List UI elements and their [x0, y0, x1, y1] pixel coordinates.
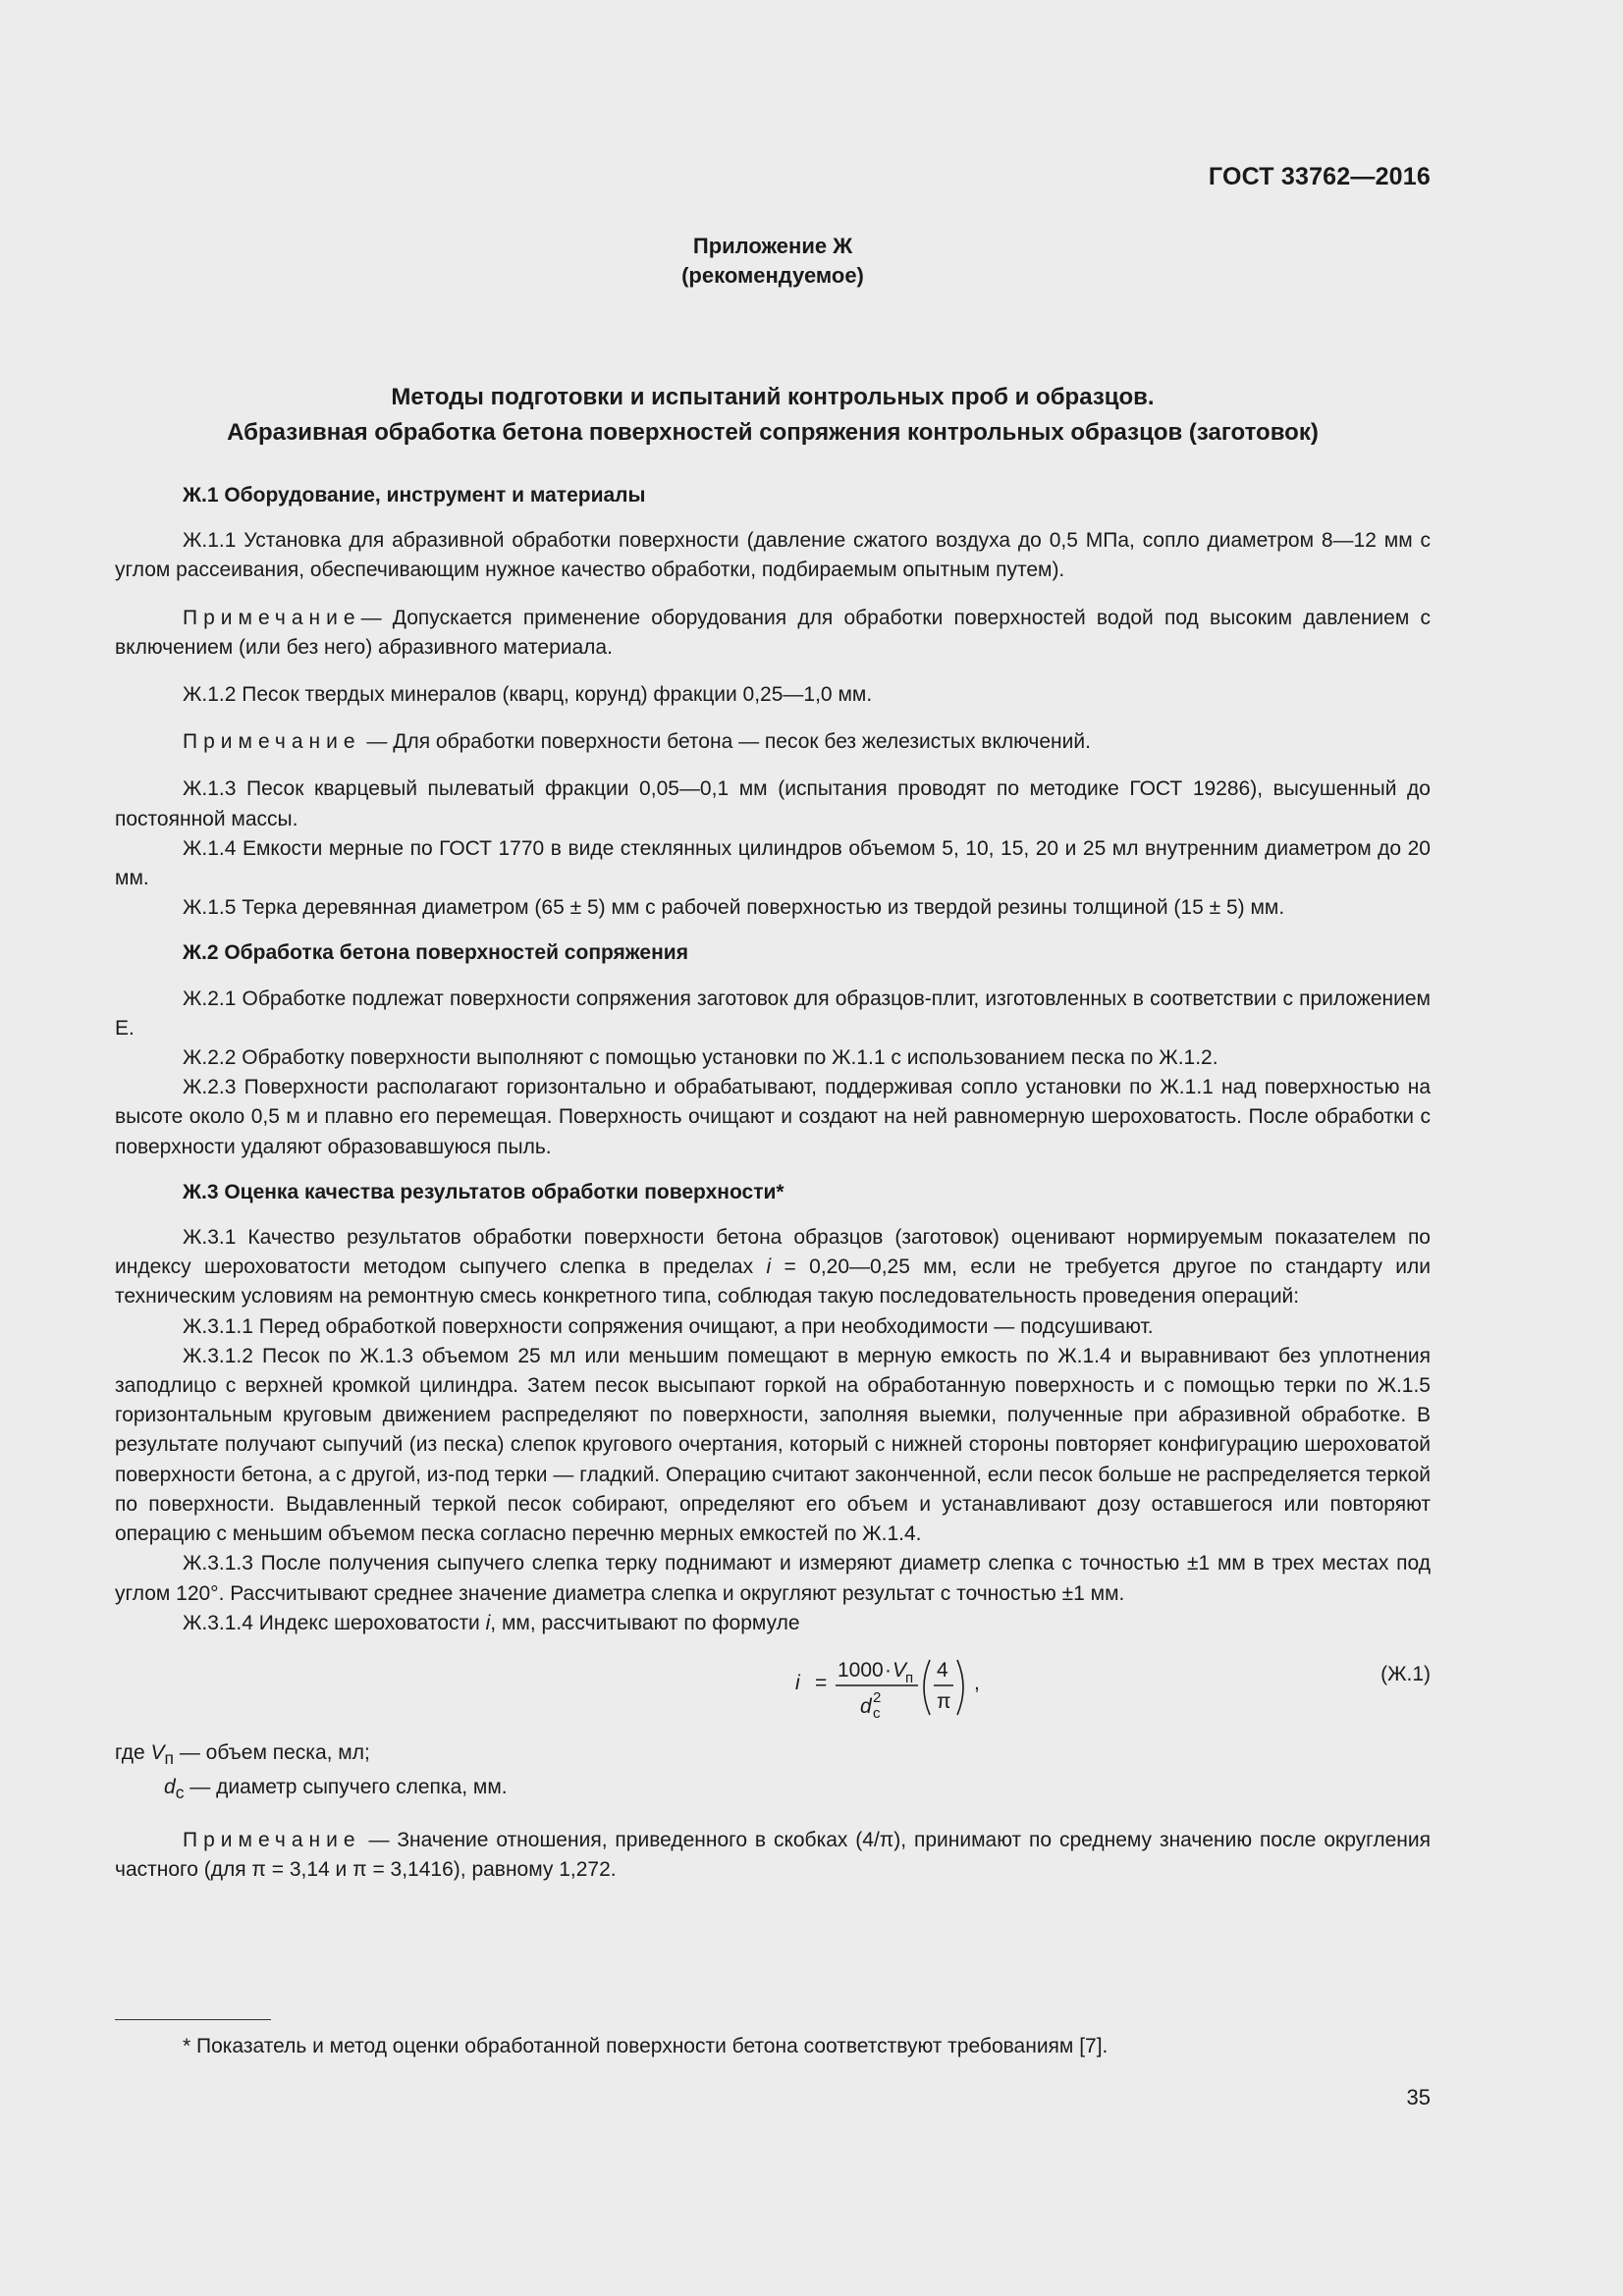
formula-v-sub: п: [905, 1669, 914, 1686]
variable-d: d: [164, 1776, 176, 1799]
formula-frac-den: π: [937, 1689, 951, 1713]
annex-status: (рекомендуемое): [681, 263, 864, 288]
formula-d-sub: с: [873, 1704, 881, 1722]
section-heading-3: Ж.3 Оценка качества результатов обработки поверхности*: [183, 1180, 784, 1203]
variable-i: i: [485, 1611, 491, 1634]
paragraph-3-1-2: Ж.3.1.2 Песок по Ж.1.3 объемом 25 мл или меньшим помещают в мерную емкость по Ж.1.4 и выравнивают без уплотнения заподлицо с верхней кромкой цилиндра. Затем песок высыпают горкой на обработанную поверхность и с помощью терки по Ж.1.5 горизонтальным круговым движением распределяют по поверхности, заполняя выемки, полученные при абразивной обработке. В результате получают сыпучий (из песка) слепок кругового очертания, который с нижней стороны повторяет конфигурацию шероховатой поверхности бетона, а с другой, из-под терки — гладкий. Операцию считают законченной, если песок больше не распределяется теркой по поверхности. Выдавленный теркой песок собирают, определяют его объем и устанавливают дозу оставшегося или повторяют операцию с меньшим объемом песка согласно перечню мерных емкостей по Ж.1.4.: [115, 1344, 1431, 1546]
formula-d-sup: 2: [873, 1688, 882, 1706]
formula-v: V: [893, 1658, 907, 1682]
formula-zh1: [665, 1646, 1018, 1727]
paragraph-1-5: Ж.1.5 Терка деревянная диаметром (65 ± 5) мм с рабочей поверхностью из твердой резины толщиной (15 ± 5) мм.: [183, 896, 1285, 920]
variable-i: i: [766, 1255, 772, 1279]
paren-right: [957, 1660, 963, 1715]
where-line-2: [115, 1773, 1431, 1807]
title-line-1: Методы подготовки и испытаний контрольных проб и образцов.: [391, 384, 1155, 410]
paragraph-1-4: Ж.1.4 Емкости мерные по ГОСТ 1770 в виде стеклянных цилиндров объемом 5, 10, 15, 20 и 25 мл внутренним диаметром до 20 мм.: [115, 836, 1431, 890]
paragraph-3-1-3: Ж.3.1.3 После получения сыпучего слепка терку поднимают и измеряют диаметр слепка с точностью ±1 мм в трех местах под углом 120°. Рассчитывают среднее значение диаметра слепка и округляют результат с точностью ±1 мм.: [115, 1552, 1431, 1605]
text-run: где: [115, 1740, 151, 1764]
note-2: [115, 727, 1431, 757]
paragraph-3-1-4: [115, 1609, 1431, 1638]
formula-d: d: [860, 1694, 872, 1718]
text-run: = 0,20—0,25 мм, если не требуется другое по стандарту или техническим условиям на ремонтную смесь конкретного типа, соблюдая такую последовательность проведения операций:: [115, 1255, 1431, 1308]
paren-left: [924, 1660, 930, 1715]
note-text: — Для обработки поверхности бетона — песок без железистых включений.: [360, 730, 1091, 754]
note-3: [115, 1826, 1431, 1885]
subscript: с: [175, 1783, 185, 1803]
formula-comma: ,: [974, 1671, 980, 1694]
text-run: , мм, рассчитывают по формуле: [490, 1611, 800, 1634]
text-run: Ж.3.1 Качество результатов обработки поверхности бетона образцов (заготовок) оценивают нормируемым показателем по индексу шероховатости методом сыпучего слепка в пределах: [115, 1226, 1431, 1279]
text-run: — диаметр сыпучего слепка, мм.: [184, 1776, 508, 1799]
formula-const: 1000: [838, 1658, 884, 1682]
footnote-rule: [115, 2019, 271, 2020]
page-number: 35: [1406, 2085, 1431, 2109]
paragraph-3-1: [115, 1223, 1431, 1312]
note-label: Примечание: [183, 730, 361, 754]
document-body: [115, 481, 1431, 1885]
annex-title: Приложение Ж: [692, 234, 853, 258]
note-1: [115, 604, 1431, 663]
formula-row: [115, 1646, 1431, 1727]
formula-dot: ·: [885, 1658, 892, 1682]
formula-equals: =: [815, 1671, 828, 1694]
text-run: Ж.3.1.4 Индекс шероховатости: [183, 1611, 486, 1634]
document-page: [115, 0, 1431, 2296]
note-label: Примечание: [183, 606, 361, 629]
paragraph-2-3: Ж.2.3 Поверхности располагают горизонтально и обрабатывают, поддерживая сопло установки по Ж.1.1 над поверхностью на высоте около 0,5 м и плавно его перемещая. Поверхность очищают и создают на ней равномерную шероховатость. После обработки с поверхности удаляют образовавшуюся пыль.: [115, 1076, 1431, 1158]
annex-main-title: [115, 380, 1431, 451]
where-line-1: [115, 1738, 1431, 1773]
annex-heading: [115, 232, 1431, 291]
note-label: Примечание: [183, 1828, 361, 1851]
paragraph-1-2: Ж.1.2 Песок твердых минералов (кварц, корунд) фракции 0,25—1,0 мм.: [183, 683, 873, 707]
formula-frac-num: 4: [937, 1658, 948, 1682]
paragraph-1-1: Ж.1.1 Установка для абразивной обработки поверхности (давление сжатого воздуха до 0,5 МПа, сопло диаметром 8—12 мм с углом рассеивания, обеспечивающим нужное качество обработки, подбираемым опытным путем).: [115, 529, 1431, 582]
formula-lhs: i: [795, 1671, 800, 1694]
note-text: — Значение отношения, приведенного в скобках (4/π), принимают по среднему значению после округления частного (для π = 3,14 и π = 3,1416), равному 1,272.: [115, 1828, 1431, 1881]
section-heading-1: Ж.1 Оборудование, инструмент и материалы: [183, 484, 646, 507]
equation-number: (Ж.1): [1380, 1662, 1431, 1685]
footnote: * Показатель и метод оценки обработанной поверхности бетона соответствуют требованиям [7].: [183, 2035, 1109, 2057]
paragraph-2-1: Ж.2.1 Обработке подлежат поверхности сопряжения заготовок для образцов-плит, изготовленных в соответствии с приложением Е.: [115, 987, 1431, 1040]
paragraph-2-2: Ж.2.2 Обработку поверхности выполняют с помощью установки по Ж.1.1 с использованием песка по Ж.1.2.: [183, 1046, 1218, 1070]
section-heading-2: Ж.2 Обработка бетона поверхностей сопряжения: [183, 941, 688, 965]
note-text: — Допускается применение оборудования для обработки поверхностей водой под высоким давлением с включением (или без него) абразивного материала.: [115, 606, 1431, 659]
title-line-2: Абразивная обработка бетона поверхностей сопряжения контрольных образцов (заготовок): [227, 419, 1319, 446]
subscript: п: [164, 1748, 174, 1769]
variable-v: V: [150, 1740, 165, 1764]
document-number: ГОСТ 33762—2016: [1208, 163, 1431, 190]
text-run: — объем песка, мл;: [173, 1740, 370, 1764]
paragraph-1-3: Ж.1.3 Песок кварцевый пылеватый фракции 0,05—0,1 мм (испытания проводят по методике ГОСТ 19286), высушенный до постоянной массы.: [115, 777, 1431, 830]
paragraph-3-1-1: Ж.3.1.1 Перед обработкой поверхности сопряжения очищают, а при необходимости — подсушивают.: [183, 1314, 1154, 1338]
